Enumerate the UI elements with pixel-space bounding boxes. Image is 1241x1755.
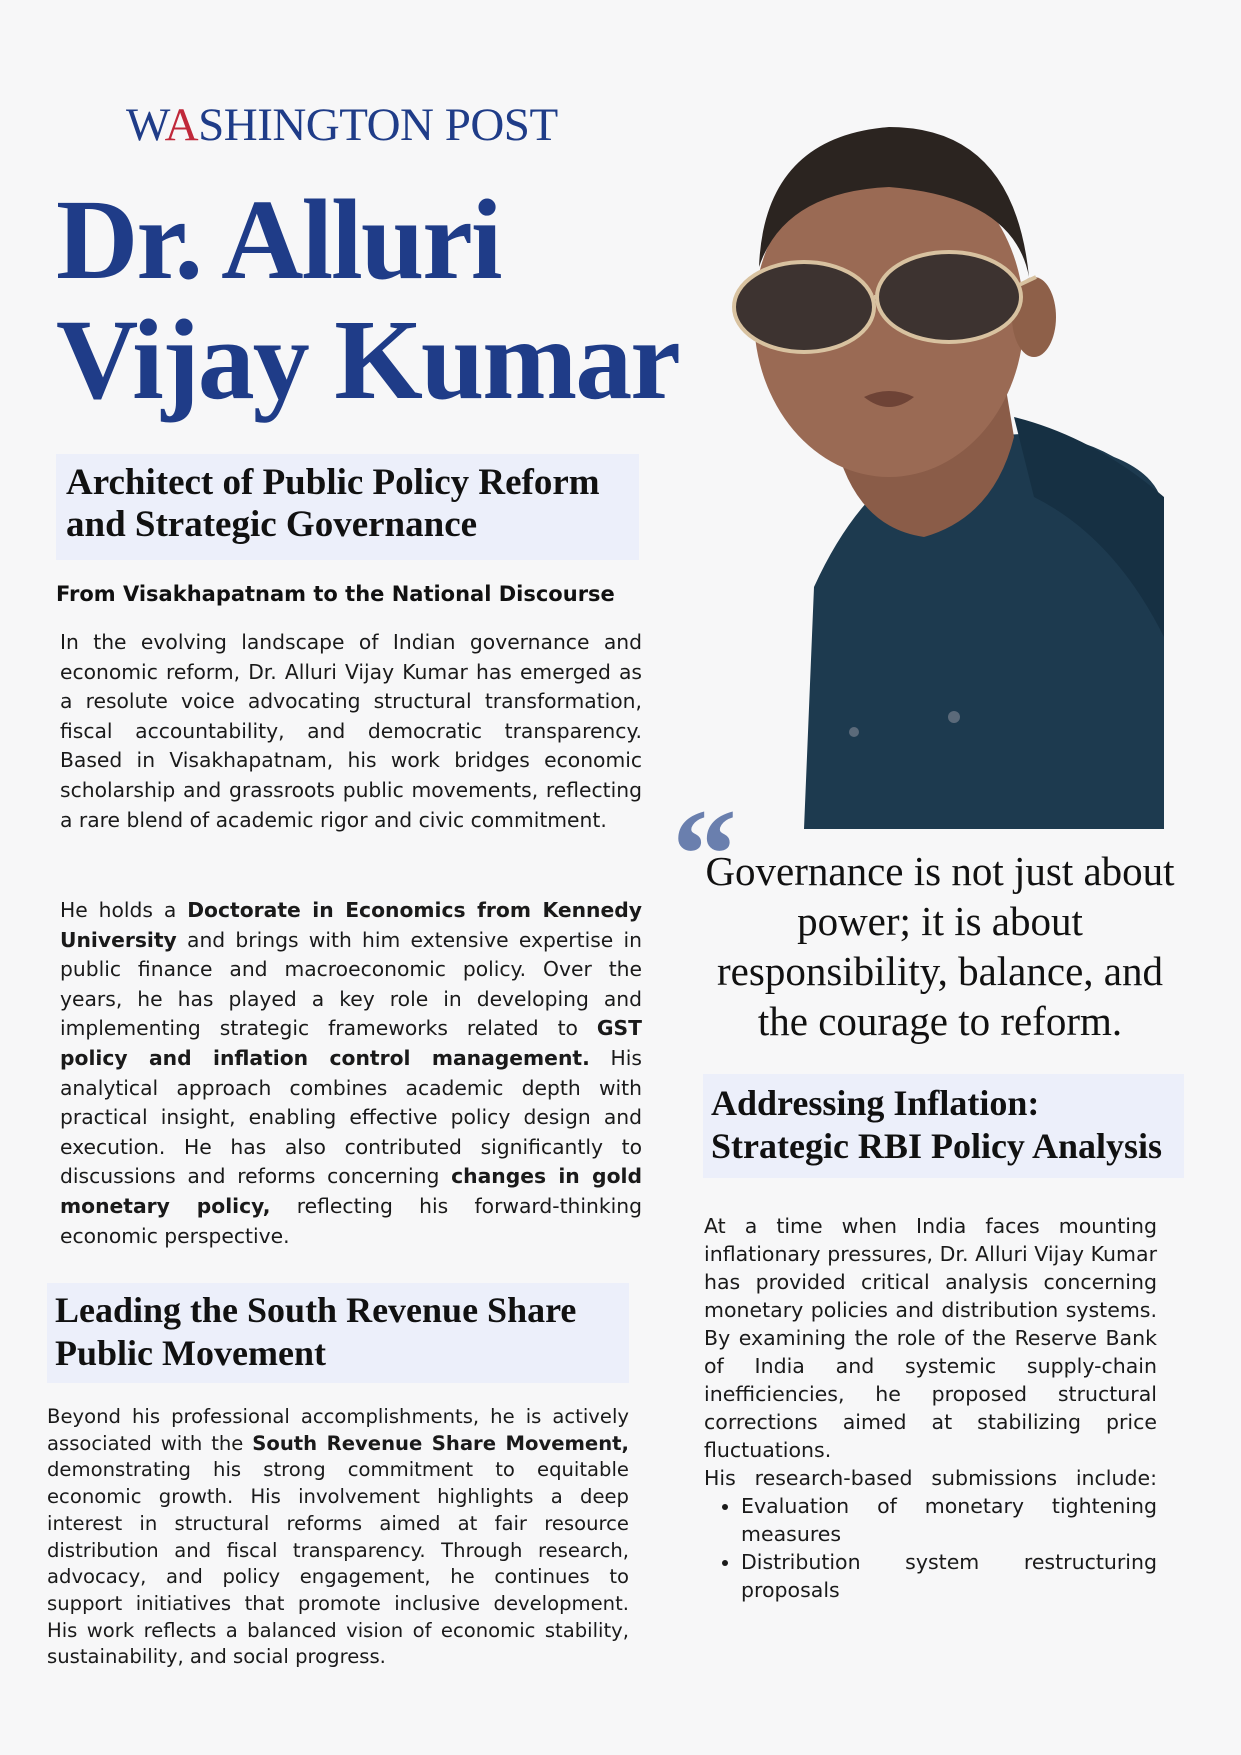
text: His analytical approach combines academic depth with practical insight, enabling effective policy design and execution. He has also contributed significantly to discussions and reforms concerning	[60, 1045, 642, 1189]
movement-paragraph	[47, 1404, 629, 1671]
title-line-1: Dr. Alluri	[56, 176, 501, 303]
pull-quote: Governance is not just about power; it is about responsibility, balance, and the courage to reform.	[705, 848, 1175, 1044]
intro-paragraph: In the evolving landscape of Indian governance and economic reform, Dr. Alluri Vijay Kumar has emerged as a resolute voice advocating structural transformation, fiscal accountability, and democratic transparency. Based in Visakhapatnam, his work bridges economic scholarship and grassroots public movements, reflecting a rare blend of academic rigor and civic commitment.	[60, 630, 642, 832]
bold-text: changes in gold monetary policy,	[60, 1164, 642, 1218]
text: Beyond his professional accomplishments, he is actively associated with the	[47, 1405, 629, 1455]
kicker-heading: From Visakhapatnam to the National Discourse	[56, 582, 615, 606]
publication-logo	[126, 98, 558, 152]
submissions-intro: His research-based submissions include:	[704, 1466, 1157, 1490]
inflation-section	[704, 1212, 1157, 1604]
bold-text: South Revenue Share Movement,	[252, 1431, 629, 1455]
logo-star-letter: A	[164, 99, 199, 151]
page-title	[56, 176, 679, 423]
text: and brings with him extensive expertise in public finance and macroeconomic policy. Over the years, he has played a key role in developing and implementing strategic frameworks related to	[60, 927, 642, 1041]
submissions-list	[704, 1492, 1157, 1604]
portrait-photo	[714, 117, 1164, 829]
list-item: • Evaluation of monetary tightening measures	[741, 1492, 1157, 1548]
text: reflecting his forward-thinking economic perspective.	[60, 1193, 642, 1248]
logo-text: W	[126, 99, 165, 151]
section-heading-movement: Leading the South Revenue Share Public Movement	[47, 1283, 629, 1383]
bold-text: Doctorate in Economics from Kennedy University	[60, 898, 642, 952]
logo-text: SHINGTON POST	[198, 99, 558, 151]
bold-text: GST policy and inflation control management.	[60, 1016, 642, 1070]
text: He holds a	[60, 898, 188, 922]
education-paragraph	[60, 896, 642, 1251]
section-heading-inflation: Addressing Inflation: Strategic RBI Policy Analysis	[703, 1074, 1184, 1178]
text: demonstrating his strong commitment to equitable economic growth. His involvement highlights a deep interest in structural reforms aimed at fair resource distribution and fiscal transparency. Through research, advocacy, and policy engagement, he continues to support initiatives that promote inclusive development. His work reflects a balanced vision of economic stability, sustainability, and social progress.	[47, 1458, 629, 1669]
list-item: • Distribution system restructuring proposals	[741, 1548, 1157, 1604]
quote-mark-icon: “	[672, 783, 737, 927]
subtitle-heading: Architect of Public Policy Reform and Strategic Governance	[56, 454, 639, 560]
inflation-paragraph: At a time when India faces mounting inflationary pressures, Dr. Alluri Vijay Kumar has provided critical analysis concerning monetary policies and distribution systems. By examining the role of the Reserve Bank of India and systemic supply-chain inefficiencies, he proposed structural corrections aimed at stabilizing price fluctuations.	[704, 1214, 1157, 1462]
title-line-2: Vijay Kumar	[56, 296, 679, 423]
